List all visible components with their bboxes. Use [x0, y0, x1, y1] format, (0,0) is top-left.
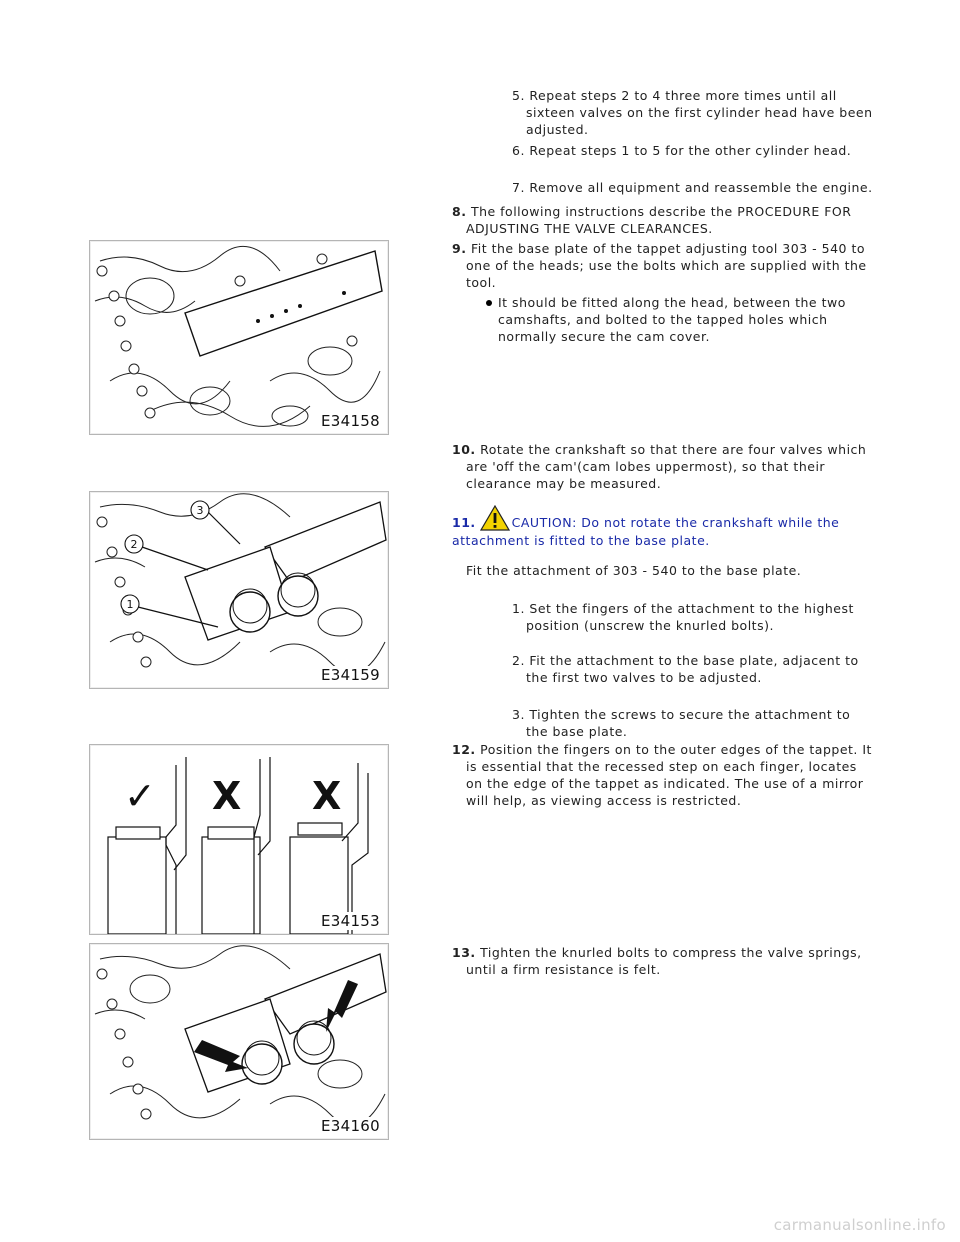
- engine-illustration: [90, 241, 388, 434]
- callout-1: 1: [126, 598, 134, 611]
- step-number: 9.: [452, 241, 467, 256]
- step-text: Remove all equipment and reassemble the engine.: [529, 180, 873, 195]
- step-text: Rotate the crankshaft so that there are four valves which are 'off the cam'(cam lobes uppermost), so that their clearance may be measured.: [466, 442, 867, 491]
- step-9: [452, 240, 876, 291]
- step-number: 6.: [512, 143, 525, 158]
- bullet-icon: [486, 300, 492, 306]
- step-text: Repeat steps 2 to 4 three more times until all sixteen valves on the first cylinder head have been adjusted.: [526, 88, 873, 137]
- check-mark: ✓: [124, 774, 156, 818]
- step-number: 10.: [452, 442, 476, 457]
- warning-triangle-icon: [480, 505, 510, 531]
- substep-1: [512, 600, 876, 634]
- bullet-text: It should be fitted along the head, between the two camshafts, and bolted to the tapped holes which normally secure the cam cover.: [498, 295, 846, 344]
- figure-code: E34159: [321, 666, 380, 684]
- step-number: 7.: [512, 180, 525, 195]
- step-text: Tighten the screws to secure the attachment to the base plate.: [526, 707, 851, 739]
- step-7: [512, 179, 886, 196]
- substep-2: [512, 652, 876, 686]
- step-number: 1.: [512, 601, 525, 616]
- step-5: [512, 87, 886, 138]
- step-number: 8.: [452, 204, 467, 219]
- watermark: carmanualsonline.info: [773, 1216, 946, 1234]
- callout-2: 2: [130, 538, 138, 551]
- step-number: 5.: [512, 88, 525, 103]
- step-number: 11.: [452, 515, 476, 530]
- finger-position-illustration: [90, 745, 388, 934]
- figure-finger-position: [89, 744, 389, 935]
- step-number: 3.: [512, 707, 525, 722]
- step-10: [452, 441, 876, 492]
- step-11-intro: [466, 562, 866, 579]
- intro-text: Fit the attachment of 303 - 540 to the base plate.: [466, 563, 802, 578]
- figure-compress-springs: [89, 943, 389, 1140]
- step-text: Fit the base plate of the tappet adjusting tool 303 - 540 to one of the heads; use the bolts which are supplied with the tool.: [466, 241, 867, 290]
- step-number: 12.: [452, 742, 476, 757]
- step-11-caution: [452, 505, 862, 550]
- caution-text: CAUTION: Do not rotate the crankshaft while the attachment is fitted to the base plate.: [452, 515, 840, 548]
- step-text: Repeat steps 1 to 5 for the other cylinder head.: [529, 143, 852, 158]
- step-text: The following instructions describe the PROCEDURE FOR ADJUSTING THE VALVE CLEARANCES.: [466, 204, 852, 236]
- step-text: Tighten the knurled bolts to compress the valve springs, until a firm resistance is felt.: [466, 945, 862, 977]
- figure-attachment: [89, 491, 389, 689]
- callout-3: 3: [196, 504, 204, 517]
- step-12: [452, 741, 876, 809]
- substep-3: [512, 706, 876, 740]
- cross-mark-1: X: [212, 774, 242, 818]
- step-text: Set the fingers of the attachment to the highest position (unscrew the knurled bolts).: [526, 601, 854, 633]
- figure-base-plate: [89, 240, 389, 435]
- compress-springs-illustration: [90, 944, 388, 1139]
- step-number: 13.: [452, 945, 476, 960]
- figure-code: E34158: [321, 412, 380, 430]
- figure-code: E34160: [321, 1117, 380, 1135]
- step-6: [512, 142, 886, 159]
- step-number: 2.: [512, 653, 525, 668]
- attachment-illustration: [90, 492, 388, 688]
- step-text: Position the fingers on to the outer edges of the tappet. It is essential that the recessed step on each finger, locates on the edge of the tappet as indicated. The use of a mirror will help, as viewing access is restricted.: [466, 742, 872, 808]
- step-text: Fit the attachment to the base plate, adjacent to the first two valves to be adjusted.: [526, 653, 859, 685]
- step-13: [452, 944, 876, 978]
- cross-mark-2: X: [312, 774, 342, 818]
- figure-code: E34153: [321, 912, 380, 930]
- step-9-bullet: [498, 294, 868, 345]
- step-8: [452, 203, 866, 237]
